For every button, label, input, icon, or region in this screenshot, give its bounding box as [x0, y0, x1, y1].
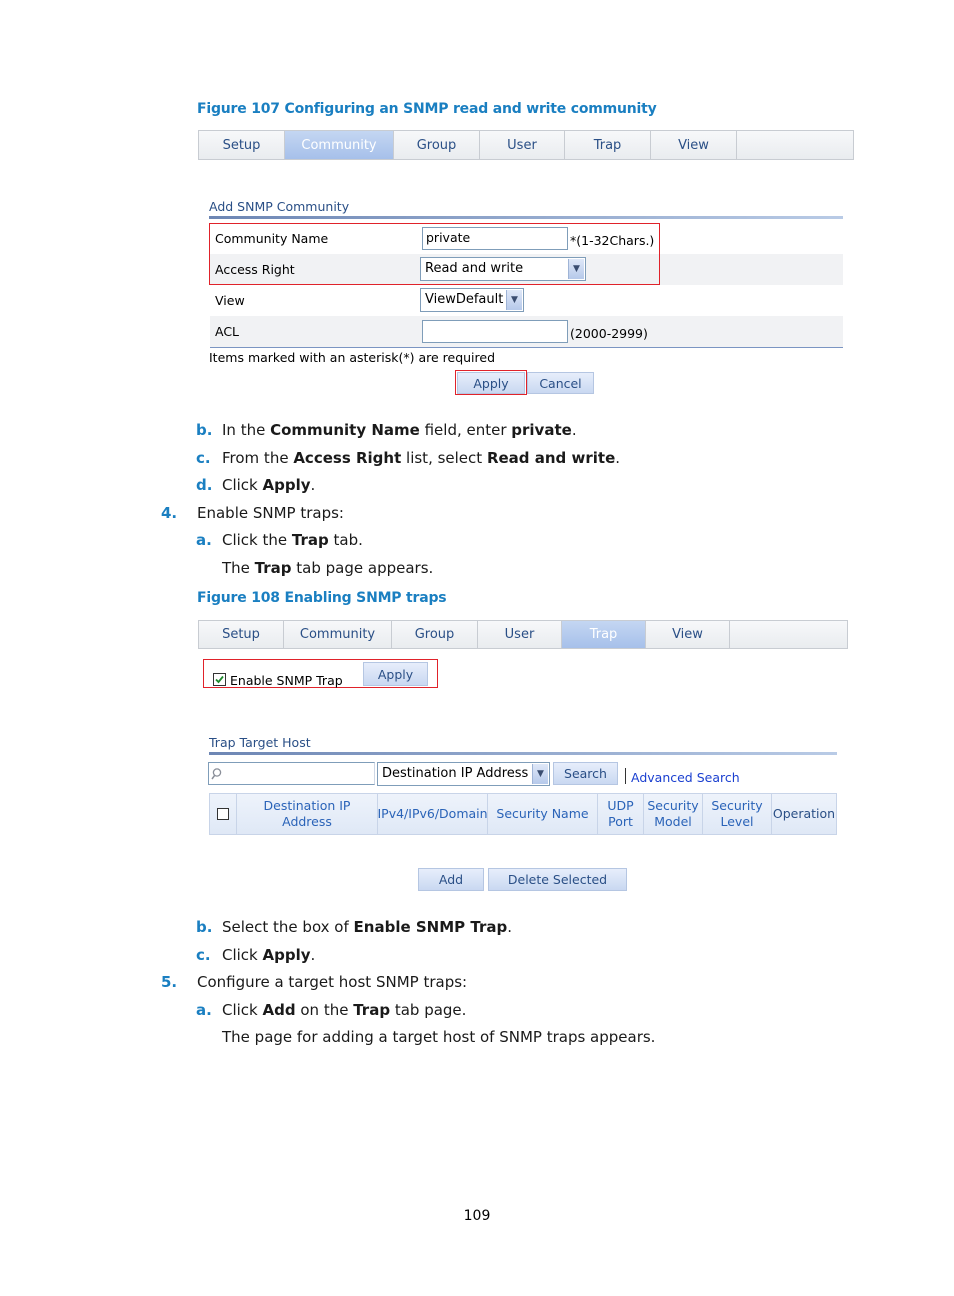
tab-group[interactable]: Group	[394, 131, 480, 159]
search-icon	[211, 767, 225, 781]
tab-user[interactable]: User	[478, 621, 562, 648]
enable-apply-button[interactable]: Apply	[363, 662, 428, 686]
view-label: View	[215, 293, 245, 308]
enable-snmp-trap-checkbox[interactable]	[213, 673, 226, 686]
view-value: ViewDefault	[425, 292, 504, 307]
snmp-tab-bar-2	[198, 620, 848, 649]
section-divider	[209, 752, 837, 755]
acl-input[interactable]	[422, 320, 568, 343]
step-marker-b: b.	[196, 421, 213, 439]
snmp-tab-bar	[198, 130, 854, 160]
tab-view[interactable]: View	[646, 621, 730, 648]
community-name-hint: *(1-32Chars.)	[570, 233, 655, 248]
select-all-checkbox[interactable]	[217, 808, 229, 820]
column-destination-ip[interactable]: Destination IP Address	[237, 794, 378, 834]
tab-bar-filler	[730, 621, 847, 648]
figure-108-caption: Figure 108 Enabling SNMP traps	[197, 590, 447, 606]
step-marker-a2: a.	[196, 1001, 212, 1019]
select-all-cell	[210, 794, 237, 834]
enable-snmp-trap-checkbox-group[interactable]	[213, 670, 343, 688]
step-marker-5: 5.	[161, 973, 178, 991]
view-row	[210, 285, 843, 316]
chevron-down-icon: ▼	[532, 764, 548, 784]
step-b-text: In the Community Name field, enter private.	[222, 421, 577, 439]
step-c-text: From the Access Right list, select Read and write.	[222, 449, 621, 467]
acl-label: ACL	[215, 324, 240, 339]
step-marker-c2: c.	[196, 946, 211, 964]
step-5-text: Configure a target host SNMP traps:	[197, 973, 468, 991]
search-button[interactable]: Search	[553, 762, 618, 785]
search-field-select[interactable]	[377, 762, 550, 786]
tab-user[interactable]: User	[480, 131, 565, 159]
required-note: Items marked with an asterisk(*) are required	[209, 350, 496, 365]
step-marker-a: a.	[196, 531, 212, 549]
tab-setup[interactable]: Setup	[199, 621, 284, 648]
step-marker-c: c.	[196, 449, 211, 467]
add-snmp-community-title: Add SNMP Community	[209, 199, 350, 214]
tab-community[interactable]: Community	[284, 621, 392, 648]
column-security-model[interactable]: Security Model	[644, 794, 703, 834]
access-right-label: Access Right	[215, 262, 295, 277]
column-security-name[interactable]: Security Name	[488, 794, 598, 834]
link-separator	[625, 768, 626, 784]
add-button[interactable]: Add	[418, 868, 484, 891]
tab-setup[interactable]: Setup	[199, 131, 285, 159]
cancel-button[interactable]: Cancel	[527, 372, 594, 394]
column-operation: Operation	[772, 806, 836, 821]
step-4-text: Enable SNMP traps:	[197, 504, 344, 522]
step-marker-4: 4.	[161, 504, 178, 522]
column-ip-domain[interactable]: IPv4/IPv6/Domain	[378, 794, 488, 834]
apply-button[interactable]: Apply	[457, 372, 525, 394]
step-marker-b2: b.	[196, 918, 213, 936]
tab-trap[interactable]: Trap	[565, 131, 651, 159]
step-c2-text: Click Apply.	[222, 946, 316, 964]
tab-bar-filler	[737, 131, 853, 159]
acl-row	[210, 316, 843, 347]
access-right-value: Read and write	[425, 261, 524, 276]
view-select[interactable]	[420, 288, 524, 312]
column-udp-port[interactable]: UDP Port	[598, 794, 644, 834]
advanced-search-link[interactable]: Advanced Search	[631, 770, 740, 785]
community-name-input[interactable]: private	[422, 227, 568, 250]
figure-107-caption: Figure 107 Configuring an SNMP read and write community	[197, 101, 657, 117]
community-name-label: Community Name	[215, 231, 329, 246]
trap-target-host-title: Trap Target Host	[209, 735, 311, 750]
checkmark-icon	[214, 674, 225, 685]
step-marker-d: d.	[196, 476, 213, 494]
enable-snmp-trap-label: Enable SNMP Trap	[230, 673, 343, 688]
search-field-value: Destination IP Address	[382, 766, 529, 781]
chevron-down-icon: ▼	[506, 290, 522, 310]
apply-highlight-box	[455, 370, 527, 395]
section-divider	[209, 216, 843, 219]
tab-group[interactable]: Group	[392, 621, 478, 648]
step-a-text: Click the Trap tab.	[222, 531, 363, 549]
chevron-down-icon: ▼	[568, 259, 584, 279]
step-a2-note: The page for adding a target host of SNMP traps appears.	[222, 1028, 656, 1046]
highlight-box	[209, 223, 660, 285]
table-header	[209, 793, 837, 835]
step-d-text: Click Apply.	[222, 476, 316, 494]
column-security-level[interactable]: Security Level	[703, 794, 772, 834]
search-input[interactable]	[208, 762, 375, 785]
acl-hint: (2000-2999)	[570, 326, 648, 341]
tab-community[interactable]: Community	[285, 131, 394, 159]
step-b2-text: Select the box of Enable SNMP Trap.	[222, 918, 512, 936]
form-bottom-border	[210, 347, 843, 348]
page-number: 109	[463, 1208, 491, 1224]
tab-view[interactable]: View	[651, 131, 737, 159]
step-a2-text: Click Add on the Trap tab page.	[222, 1001, 467, 1019]
tab-trap[interactable]: Trap	[562, 621, 646, 648]
delete-selected-button[interactable]: Delete Selected	[488, 868, 627, 891]
step-a-note: The Trap tab page appears.	[222, 559, 434, 577]
